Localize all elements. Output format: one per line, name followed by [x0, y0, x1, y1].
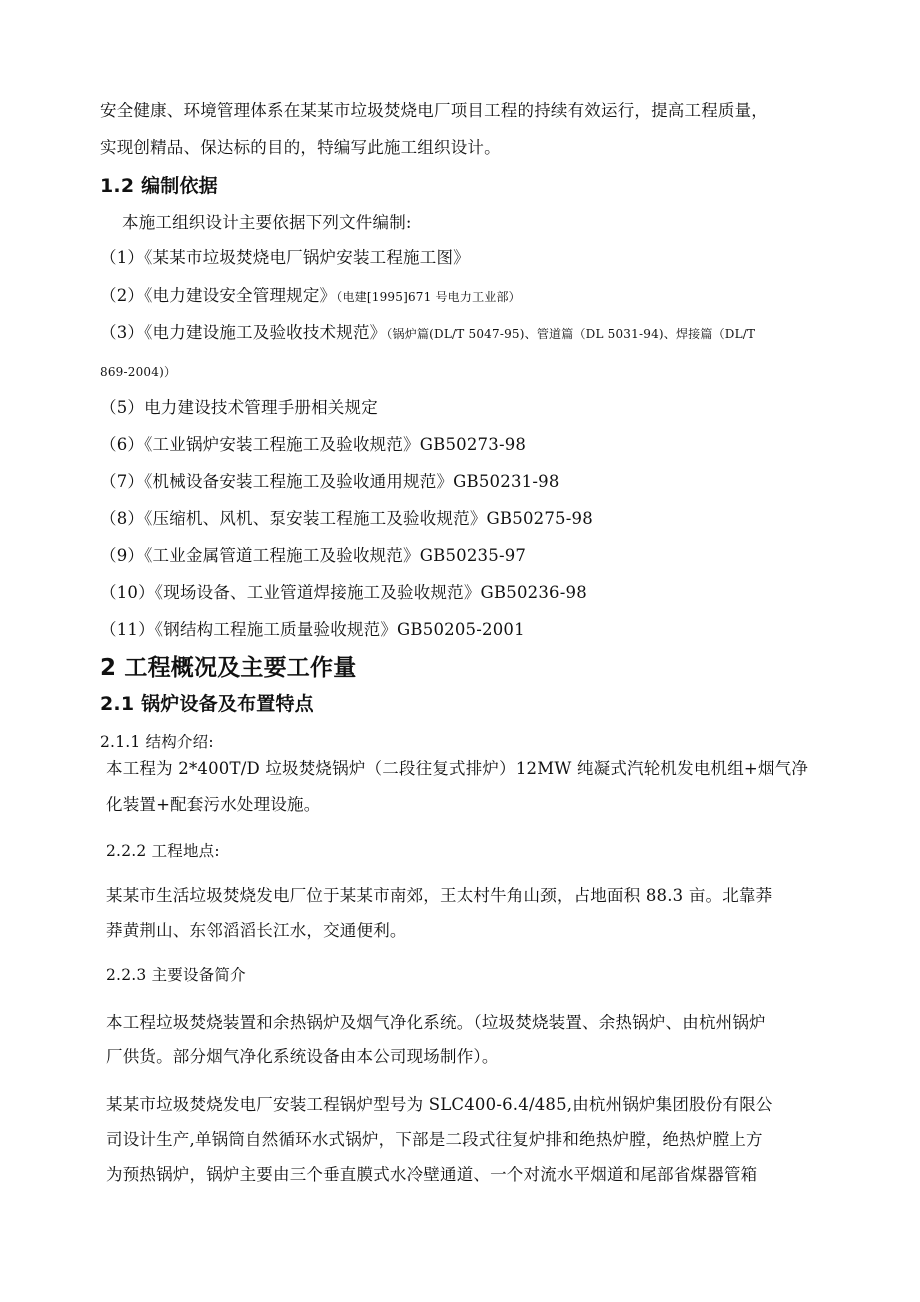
- subsection-2-2-3-p2-line-3: 为预热锅炉，锅炉主要由三个垂直膜式水冷壁通道、一个对流水平烟道和尾部省煤器管箱: [106, 1165, 758, 1184]
- reference-item-title: （1）《某某市垃圾焚烧电厂锅炉安装工程施工图》: [100, 248, 470, 267]
- reference-item-9: （9）《工业金属管道工程施工及验收规范》GB50235-97: [100, 546, 527, 565]
- section-2-1-heading: 2.1 锅炉设备及布置特点: [100, 693, 314, 715]
- reference-item-3-note-continued: 869-2004)）: [100, 365, 177, 379]
- subsection-2-2-3-p2-line-1: 某某市垃圾焚烧发电厂安装工程锅炉型号为 SLC400-6.4/485,由杭州锅炉集团股份有限公: [106, 1095, 773, 1114]
- reference-item-2: [100, 285, 521, 308]
- section-1-2-lead: 本施工组织设计主要依据下列文件编制:: [122, 213, 412, 232]
- subsection-2-2-3-label: 2.2.3 主要设备简介: [106, 966, 246, 984]
- reference-item-title: （3）《电力建设施工及验收技术规范》: [100, 323, 387, 342]
- reference-item-title: （2）《电力建设安全管理规定》: [100, 286, 337, 305]
- subsection-2-2-3-p1-line-1: 本工程垃圾焚烧装置和余热锅炉及烟气净化系统。（垃圾焚烧装置、余热锅炉、由杭州锅炉: [106, 1013, 766, 1032]
- reference-item-3: [100, 322, 755, 345]
- reference-item-8: （8）《压缩机、风机、泵安装工程施工及验收规范》GB50275-98: [100, 509, 593, 528]
- reference-item-6: （6）《工业锅炉安装工程施工及验收规范》GB50273-98: [100, 435, 527, 454]
- reference-item-1: [100, 247, 470, 269]
- reference-item-11: （11）《钢结构工程施工质量验收规范》GB50205-2001: [100, 620, 525, 639]
- reference-item-10: （10）《现场设备、工业管道焊接施工及验收规范》GB50236-98: [100, 583, 587, 602]
- subsection-2-1-1-line-1: 本工程为 2*400T/D 垃圾焚烧锅炉（二段往复式排炉）12MW 纯凝式汽轮机发电机组+烟气净: [106, 759, 809, 778]
- subsection-2-1-1-line-2: 化装置+配套污水处理设施。: [106, 795, 321, 814]
- reference-item-7: （7）《机械设备安装工程施工及验收通用规范》GB50231-98: [100, 472, 560, 491]
- section-2-heading: 2 工程概况及主要工作量: [100, 655, 357, 681]
- subsection-2-1-1-label: 2.1.1 结构介绍:: [100, 733, 214, 751]
- reference-item-note: （电建[1995]671 号电力工业部）: [336, 290, 521, 304]
- subsection-2-2-2-line-2: 莽黄荆山、东邻滔滔长江水，交通便利。: [106, 921, 407, 940]
- intro-line-2: 实现创精品、保达标的目的，特编写此施工组织设计。: [100, 138, 501, 157]
- reference-item-5: （5）电力建设技术管理手册相关规定: [100, 398, 378, 417]
- subsection-2-2-2-line-1: 某某市生活垃圾焚烧发电厂位于某某市南郊，王太村牛角山颈，占地面积 88.3 亩。北靠莽: [106, 886, 773, 905]
- subsection-2-2-3-p2-line-2: 司设计生产,单锅筒自然循环水式锅炉，下部是二段式往复炉排和绝热炉膛，绝热炉膛上方: [106, 1130, 763, 1149]
- subsection-2-2-2-label: 2.2.2 工程地点:: [106, 842, 220, 860]
- reference-item-note: （锅炉篇(DL/T 5047-95)、管道篇（DL 5031-94)、焊接篇（DL/T: [386, 327, 756, 341]
- intro-line-1: 安全健康、环境管理体系在某某市垃圾焚烧电厂项目工程的持续有效运行，提高工程质量，: [100, 101, 768, 120]
- section-1-2-heading: 1.2 编制依据: [100, 175, 218, 197]
- subsection-2-2-3-p1-line-2: 厂供货。部分烟气净化系统设备由本公司现场制作）。: [106, 1047, 499, 1066]
